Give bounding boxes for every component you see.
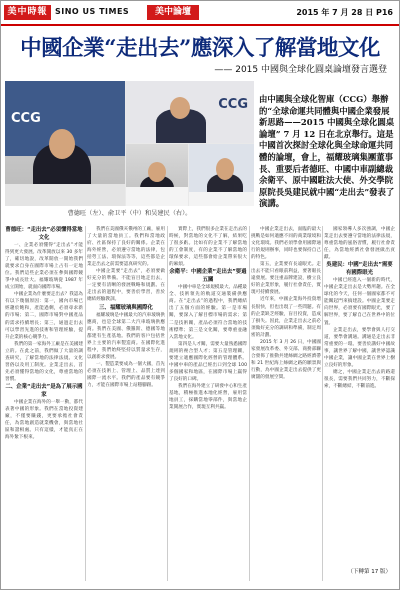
column-divider — [322, 226, 323, 581]
section-subhead: 余衛平：中國企業“走出去”要過五關 — [169, 269, 247, 284]
paragraph: 中國企業為什麼要走出去？我認為有以下幾個原因：第一，國內市場已經趨於飽和，產能過剩，必須尋求新的市場；第二，國際市場對中國產品的需求持續增長；第三，通過走出去可以學習先進的技術和管理經驗，提升企業的核心競爭力。 — [5, 292, 83, 340]
paragraph: 第五，企業要有長遠眼光。走出去不能只看眼前利益，要著眼長遠發展。要注重品牌建設，樹立良好的企業形象，履行社會責任，實現可持續發展。 — [251, 262, 321, 296]
paragraph: 近年來，中國企業海外投資增長很快，但也出現了一些問題。有的企業缺乏經驗，盲目投資，造成了損失。因此，企業走出去之前必須做好充分的調研和準備，制定周密的計劃。 — [251, 297, 321, 338]
paragraph: 國家領導人多次強調，中國企業走出去要遵守當地的法律法規，尊重當地的風俗習慣，履行社會責任，為當地經濟社會發展做出貢獻。 — [324, 227, 395, 261]
section-subhead: 吳建民：中國“走出去”需要有國際眼光 — [326, 262, 393, 277]
paragraph: 第四是人才關，需要大量熟悉國際規則的複合型人才；第五是管理關，要建立適應國際化經營的管理體系。中國中車的產品已經出口到全球 100 多個國家和地區，在國際市場上贏得了良好的口碑。 — [169, 341, 247, 382]
photo-speaker-center — [126, 81, 254, 143]
photo-speaker-podium — [126, 144, 188, 206]
masthead — [1, 1, 399, 25]
text-column-5 — [324, 226, 395, 586]
text-column-2 — [87, 226, 165, 586]
article-intro: 由中國與全球化智庫（CCG）舉辦的“全球命運共同體與中國企業發展新思路——2015 中國與全球化圓桌論壇” 7 月 12 日在北京舉行。這是中國首次探討全球化與全球命運共同體的論壇，會上，福耀玻璃集團董事長、重要后者德旺、中國中車副總裁余衛平、原中國駐法大使、外交學院原院長吳建民就中國“走出去”發表了演講。 — [259, 94, 395, 209]
paragraph: 中國已經進入一個新的時代，中國企業走出去是大勢所趨。在全球化的今天，任何一個國家都不可能關起門來搞建設。中國企業要走向世界，必須要有國際眼光，要了解世界，要了解自己在世界中的位置。 — [324, 278, 395, 326]
paragraph: 一、製造業要成為一個大國，首先必須在技術上、管理上、品質上達到國際一流水平。我們的產品要有競爭力，才能在國際市場上站穩腳跟。 — [87, 361, 165, 388]
photo-speaker-left — [5, 81, 125, 206]
column-divider — [249, 226, 250, 581]
section-label: 美中論壇 — [147, 5, 199, 20]
photo-speaker-right — [189, 144, 254, 206]
paragraph: 總之，中國企業走出去的路還很長，需要我們共同努力，不斷探索，不斷總結，不斷前進。 — [324, 369, 395, 389]
paragraph: 2015 年 3 月 26 日，中國國家發展改革委、外交部、商務部聯合發佈了推動共建絲綢之路經濟帶和 21 世紀海上絲綢之路的願景與行動，為中國企業走出去提供了更廣闊的發展空間。 — [251, 339, 321, 380]
paragraph: 我們的第一家海外工廠是在美國建立的。在此之前，我們做了大量的調查研究，了解當地的法律法規、文化習俗以及用工制度。企業走出去，首先必須懂得當地的文化，尊重當地的習慣。 — [5, 341, 83, 382]
text-column-1 — [5, 226, 83, 586]
masthead-rule — [1, 24, 399, 26]
paragraph: 中國中車是全球規模最大、品種最全、技術領先的軌道交通裝備供應商。在“走出去”的過程中，我們總結出了五個方面的經驗。第一是市場關，要深入了解目標市場的需求；第二是技術關，產品必須符合當地的技術標準；第三是文化關，要尊重並融入當地文化。 — [169, 285, 247, 340]
paragraph: 企業走出去，要學會與人打交道，要學會溝通。溝通是走出去非常重要的一環。要善於講好中國故事，讓世界了解中國，讓世界認識中國企業，讓中國企業在世界上樹立良好的形象。 — [324, 327, 395, 368]
paper-logo[interactable]: 美中時報 — [4, 5, 51, 20]
column-divider — [85, 226, 86, 581]
paragraph: 我們在美國俄亥俄州的工廠，雇用了大量的當地員工。我們和當地政府、社區保持了良好的關係。企業在海外經營，必須遵守當地的法律，包括勞工法、環保法等等，這些都是企業走出去之前需要認真研究的。 — [87, 227, 165, 268]
paper-english-name: SINO US TIMES — [55, 7, 130, 16]
ccg-logo-backdrop: CCG — [11, 111, 41, 126]
paragraph: 中國企業走出去，面臨的最大挑戰是如何適應不同的商業環境和文化環境。我們必須學會用國際通行的規則辦事，同時也要保持自己的特色。 — [251, 227, 321, 261]
paragraph: 中國企業在海外的一舉一動，都代表著中國的形象。我們在當地投資建廠，不僅要賺錢，更要承擔社會責任，為當地創造就業機會，與當地社區和諧相處。只有這樣，才能真正在海外紮下根來。 — [5, 399, 83, 441]
paragraph: 一、企業必須懂得“走出去”才能得到更大發展。改革開放以來 30 多年了，確切地說，改革開放一開始我們就要求自身在國際市場上占有一定地位。我們這些企業必須在參與國際競爭中成長壯大。福耀玻璃從 1987 年成立開始，就面向國際市場。 — [5, 243, 83, 291]
section-subhead: 二、企業“走出去”是為了展示國家 — [5, 383, 83, 398]
issue-date: 2015 年 7 月 28 日 P16 — [296, 8, 393, 17]
continued-note: （下轉第 17 版） — [347, 569, 391, 575]
text-column-4 — [251, 226, 321, 586]
column-divider — [167, 226, 168, 581]
photo-caption: 曹德旺（左）、俞卫平（中）和吴建民（右）。 — [67, 210, 192, 217]
paragraph: 實際上，我們很多企業在走出去的時候，對當地的文化不了解，結果吃了很多虧。比如有的企業不了解當地的工會制度，有的企業不了解當地的環保要求，這些都會給企業帶來很大的麻煩。 — [169, 227, 247, 268]
article-headline: 中國企業“走出去”應深入了解當地文化 — [20, 36, 380, 61]
photo-collage — [5, 81, 254, 206]
section-subhead: 三、福耀玻璃與國際化 — [99, 304, 153, 311]
section-subhead: 曹德旺：“走出去”必須懂得當地文化 — [5, 227, 83, 241]
ccg-logo-backdrop: CCG — [218, 97, 248, 112]
paragraph: 中國企業要“走出去”，必須要做好充分的準備。不能盲目地走出去，一定要有清晰的發展戰略和規劃。在走出去的過程中，要善於學習，善於總結經驗教訓。 — [87, 269, 165, 303]
text-column-3 — [169, 226, 247, 586]
paragraph: 福耀玻璃是中國最大的汽車玻璃供應商，也是全球第二大汽車玻璃供應商。我們在美國、俄羅斯、德國等地都建有生產基地。我們的客戶包括世界上主要的汽車製造商。在國際化進程中，我們始終堅持以質量求生存，以創新求發展。 — [87, 312, 165, 360]
paragraph: 我們在海外建立了研發中心和生產基地，積極推進本地化經營，雇用當地員工，採購當地零部件，與當地企業開展合作，實現互利共贏。 — [169, 383, 247, 411]
article-subhead: —— 2015 中國與全球化圓桌論壇發言選登 — [214, 65, 387, 75]
